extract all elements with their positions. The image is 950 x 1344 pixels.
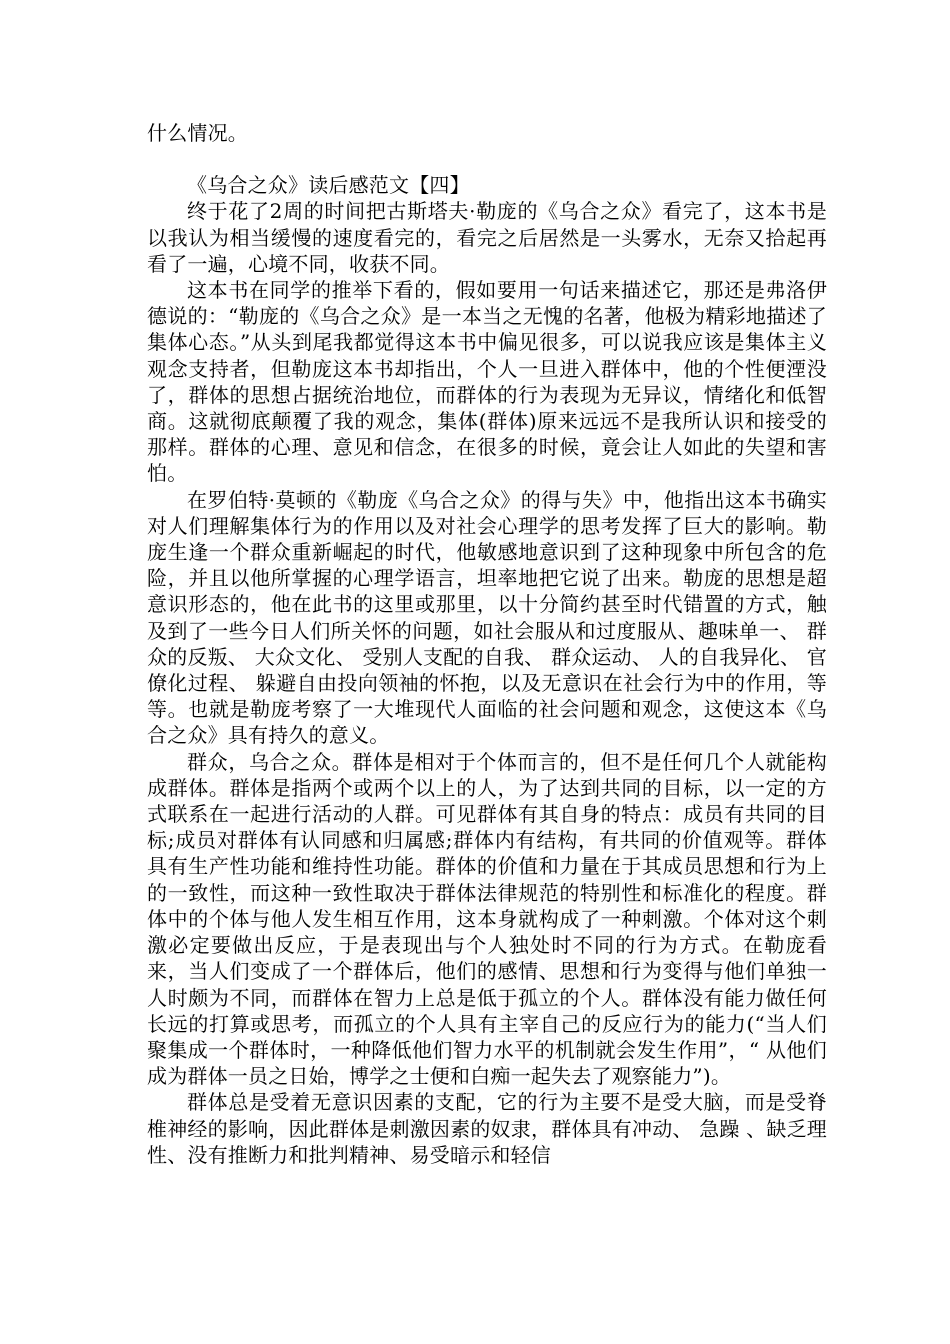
- paragraph: 群体总是受着无意识因素的支配，它的行为主要不是受大脑，而是受脊椎神经的影响，因此群体是刺激因素的奴隶，群体具有冲动、 急躁 、缺乏理性、没有推断力和批判精神、易受暗示和轻信: [147, 1090, 827, 1167]
- continuation-text: 什么情况。: [147, 121, 248, 145]
- paragraph: 在罗伯特·莫顿的《勒庞《乌合之众》的得与失》中，他指出这本书确实对人们理解集体行为的作用以及对社会心理学的思考发挥了巨大的影响。勒庞生逢一个群众重新崛起的时代，他敏感地意识到了这种现象中所包含的危险，并且以他所掌握的心理学语言，坦率地把它说了出来。勒庞的思想是超意识形态的，他在此书的这里或那里，以十分简约甚至时代错置的方式，触及到了一些今日人们所关怀的问题，如社会服从和过度服从、趣味单一、 群众的反叛、 大众文化、 受别人支配的自我、 群众运动、 人的自我异化、 官僚化过程、 躲避自由投向领袖的怀抱，以及无意识在社会行为中的作用，等等。也就是勒庞考察了一大堆现代人面临的社会问题和观念，这使这本《乌合之众》具有持久的意义。: [147, 487, 827, 748]
- paragraph: 群众，乌合之众。群体是相对于个体而言的，但不是任何几个人就能构成群体。群体是指两个或两个以上的人，为了达到共同的目标，以一定的方式联系在一起进行活动的人群。可见群体有其自身的特点：成员有共同的目标;成员对群体有认同感和归属感;群体内有结构，有共同的价值观等。群体具有生产性功能和维持性功能。群体的价值和力量在于其成员思想和行为上的一致性，而这种一致性取决于群体法律规范的特别性和标准化的程度。群体中的个体与他人发生相互作用，这本身就构成了一种刺激。个体对这个刺激必定要做出反应，于是表现出与个人独处时不同的行为方式。在勒庞看来，当人们变成了一个群体后，他们的感情、思想和行为变得与他们单独一人时颇为不同，而群体在智力上总是低于孤立的个人。群体没有能力做任何长远的打算或思考，而孤立的个人具有主宰自己的反应行为的能力(“当人们聚集成一个群体时，一种降低他们智力水平的机制就会发生作用”，“ 从他们成为群体一员之日始，博学之士便和白痴一起失去了观察能力”)。: [147, 749, 827, 1089]
- paragraph: 终于花了2周的时间把古斯塔夫·勒庞的《乌合之众》看完了，这本书是以我认为相当缓慢的速度看完的，看完之后居然是一头雾水，无奈又拾起再看了一遍，心境不同，收获不同。: [147, 199, 827, 276]
- document-body: [147, 120, 827, 1168]
- section-heading: 《乌合之众》读后感范文【四】: [187, 173, 470, 198]
- paragraph: 这本书在同学的推举下看的，假如要用一句话来描述它，那还是弗洛伊德说的：“勒庞的《乌合之众》是一本当之无愧的名著，他极为精彩地描述了集体心态。”从头到尾我都觉得这本书中偏见很多，可以说我应该是集体主义观念支持者，但勒庞这本书却指出，个人一旦进入群体中，他的个性便湮没了，群体的思想占据统治地位，而群体的行为表现为无异议，情绪化和低智商。这就彻底颠覆了我的观念，集体(群体)原来远远不是我所认识和接受的那样。群体的心理、意见和信念，在很多的时候，竟会让人如此的失望和害怕。: [147, 278, 827, 486]
